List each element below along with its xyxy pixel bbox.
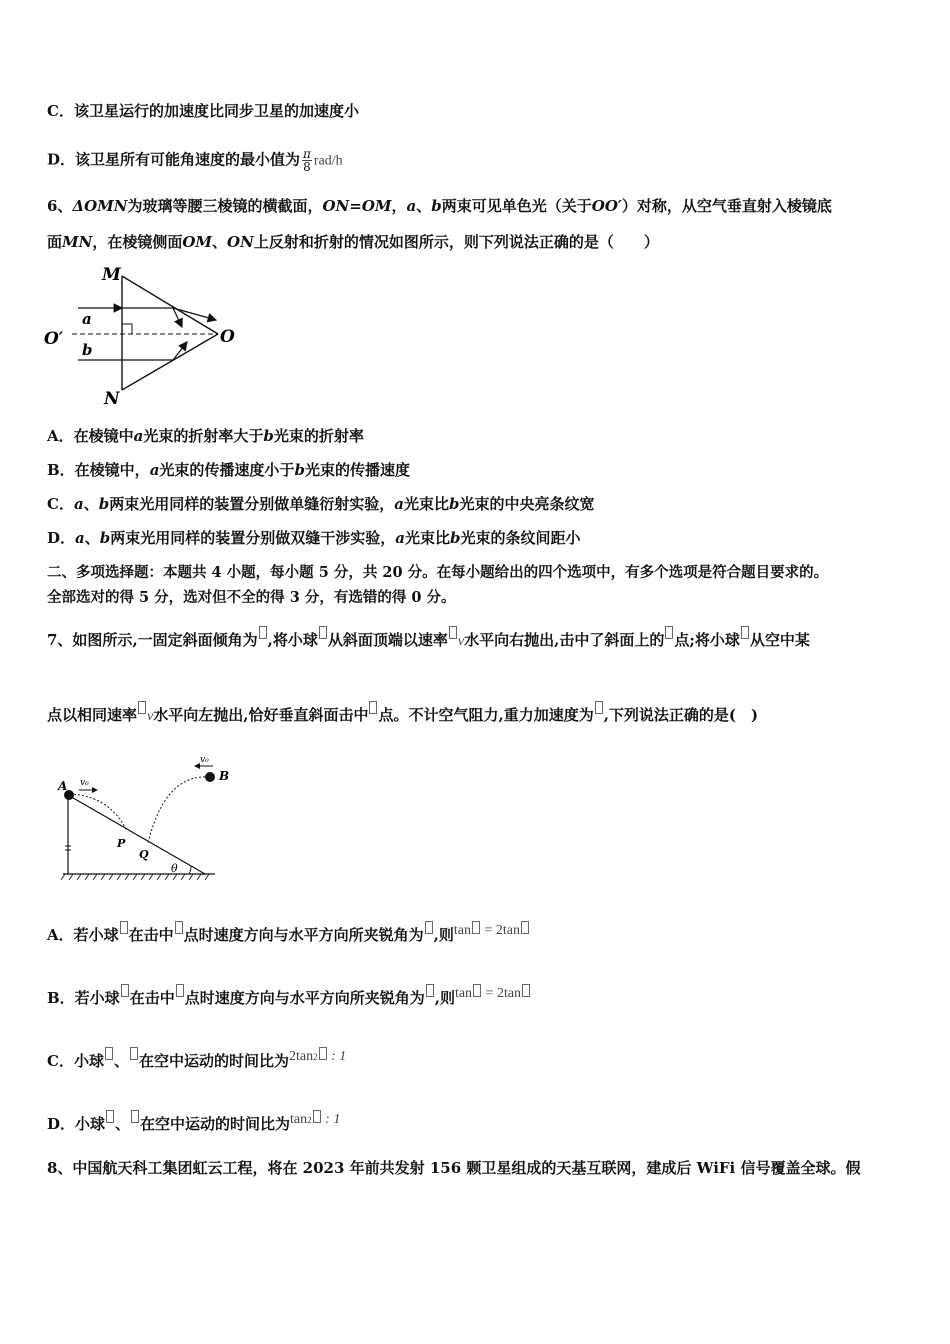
missing-glyph-icon [472,921,480,934]
label-point-q: Q [139,848,149,861]
q7-option-b: B．若小球 在击中 点时速度方向与水平方向所夹锐角为 ,则tan = 2tan [47,984,531,1008]
prism-diagram [40,262,250,410]
label-point-p: P [117,837,126,850]
section-2-heading-line-2: 全部选对的得 5 分，选对但不全的得 3 分，有选错的得 0 分。 [47,589,456,606]
missing-glyph-icon [741,626,749,639]
missing-glyph-icon [319,1047,327,1060]
label-o-prime: O′ [44,329,64,349]
missing-glyph-icon [473,984,481,997]
q5-option-d: D．该卫星所有可能角速度的最小值为 $\frac{\pi}{8}$ rad/h [47,147,343,174]
q6-option-a: A．在棱镜中a光束的折射率大于b光束的折射率 [47,427,364,445]
pi-over-8-fraction: $\frac{\pi}{8}$ [303,147,311,174]
missing-glyph-icon [259,626,267,639]
q7-option-a: A．若小球 在击中 点时速度方向与水平方向所夹锐角为 ,则tan = 2tan [47,921,530,945]
missing-glyph-icon [120,921,128,934]
missing-glyph-icon [319,626,327,639]
q7-option-d: D．小球 、 在空中运动的时间比为$\tan^2$ : 1 [47,1112,341,1133]
q6-option-b: B．在棱镜中，a光束的传播速度小于b光束的传播速度 [47,461,410,479]
missing-glyph-icon [522,984,530,997]
q6-option-d: D．a、b两束光用同样的装置分别做双缝干涉实验，a光束比b光束的条纹间距小 [47,529,581,547]
projectile-diagram [55,752,230,884]
missing-glyph-icon [131,1110,139,1123]
q8-stem-line-1: 8、中国航天科工集团虹云工程，将在 2023 年前共发射 156 颗卫星组成的天基互联网，建成后 WiFi 信号覆盖全球。假 [47,1159,861,1177]
label-b: b [82,341,93,359]
q7-option-c: C．小球 、 在空中运动的时间比为$2\tan^2$ : 1 [47,1049,347,1070]
missing-glyph-icon [106,1110,114,1123]
missing-glyph-icon [595,701,603,714]
label-a: a [82,310,92,328]
label-point-a: A [58,779,68,793]
missing-glyph-icon [175,921,183,934]
missing-glyph-icon [369,701,377,714]
missing-glyph-icon [121,984,129,997]
q6-option-c: C．a、b两束光用同样的装置分别做单缝衍射实验，a光束比b光束的中央亮条纹宽 [47,495,595,513]
missing-glyph-icon [105,1047,113,1060]
q7-stem-line-1: 7、如图所示,一固定斜面倾角为 ,将小球 从斜面顶端以速率 ν水平向右抛出,击中了斜面上的 点;将小球 从空中某 [47,626,810,652]
missing-glyph-icon [176,984,184,997]
missing-glyph-icon [426,984,434,997]
label-m: M [102,265,121,285]
label-n: N [104,389,120,409]
label-v0-b: v₀ [200,755,209,765]
missing-glyph-icon [521,921,529,934]
q6-stem-line-2: 面MN，在棱镜侧面OM、ON上反射和折射的情况如图所示，则下列说法正确的是（ ） [47,233,659,251]
missing-glyph-icon [138,701,146,714]
missing-glyph-icon [665,626,673,639]
label-o: O [220,327,235,347]
q7-stem-line-2: 点以相同速率 ν水平向左抛出,恰好垂直斜面击中 点。不计空气阻力,重力加速度为 ,下列说法正确的是( ) [47,701,758,727]
missing-glyph-icon [130,1047,138,1060]
label-theta: θ [171,862,178,875]
missing-glyph-icon [449,626,457,639]
section-2-heading: 二、多项选择题：本题共 4 小题，每小题 5 分，共 20 分。在每小题给出的四个选项中，有多个选项是符合题目要求的。 [47,564,829,581]
q6-stem-line-1: 6、ΔOMN为玻璃等腰三棱镜的横截面，ON=OM，a、b两束可见单色光（关于OO′）对称，从空气垂直射入棱镜底 [47,197,832,215]
label-point-b: B [219,769,230,783]
missing-glyph-icon [425,921,433,934]
q5-option-c: C．该卫星运行的加速度比同步卫星的加速度小 [47,102,359,120]
missing-glyph-icon [313,1110,321,1123]
label-v0-a: v₀ [80,778,89,788]
